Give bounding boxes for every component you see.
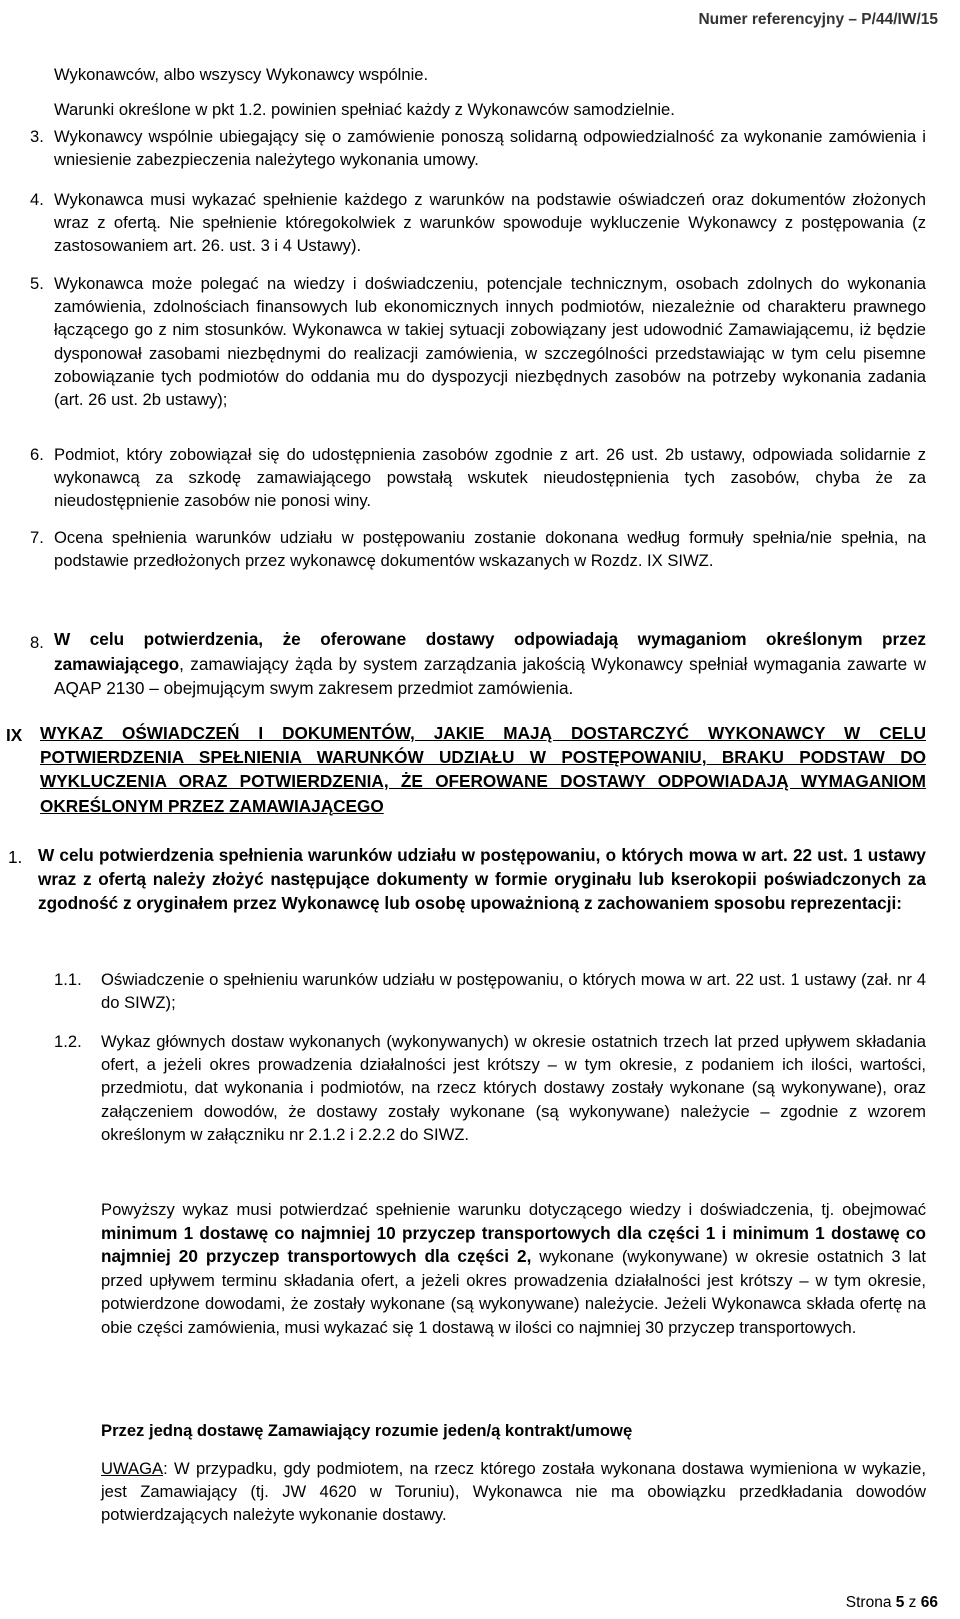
body-text: , zamawiający żąda by system zarządzania jakością Wykonawcy spełniał wymagania zawarte w AQAP 2130 – obejmującym swym zakresem przedmiot zamówienia. (54, 653, 926, 698)
section-number: IX (6, 725, 23, 745)
item-number: 5. (30, 274, 44, 293)
point-text: W celu potwierdzenia spełnienia warunków udziału w postępowaniu, o których mowa w art. 22 ust. 1 ustawy wraz z ofertą należy złożyć następujące dokumenty w formie oryginału lub kserokopii poświadczonych za zgodność z oryginałem przez Wykonawcę lub osobę upoważnioną z zachowaniem sposobu reprezentacji: (38, 845, 926, 914)
list-item: Ocena spełnienia warunków udziału w postępowaniu zostanie dokonana według formuły spełnia/nie spełnia, na podstawie przedłożonych przez wykonawcę dokumentów wskazanych w Rozdz. IX SIWZ. (54, 528, 926, 571)
page-number: 5 (895, 1594, 905, 1611)
list-item: Wykonawcy wspólnie ubiegający się o zamówienie ponoszą solidarną odpowiedzialność za wykonanie zamówienia i wniesienie zabezpieczenia należytego wykonania umowy. (54, 127, 926, 170)
subpoint-text: Oświadczenie o spełnieniu warunków udziału w postępowaniu, o których mowa w art. 22 ust. 1 ustawy (zał. nr 4 do SIWZ); (101, 970, 926, 1013)
page-footer: Strona 5 z 66 (845, 1594, 938, 1611)
note-paragraph (101, 1457, 926, 1527)
emphasis-text: minimum 1 dostawę co najmniej 10 przyczep transportowych dla części 1 i minimum 1 dostawę co najmniej 20 przyczep transportowych dla części 2, (101, 1222, 926, 1266)
list-item: Wykonawca musi wykazać spełnienie każdego z warunków na podstawie oświadczeń oraz dokumentów złożonych wraz z ofertą. Nie spełnienie któregokolwiek z warunków spowoduje wykluczenie Wykonawcy z postępowania (z zastosowaniem art. 26. ust. 3 i 4 Ustawy). (54, 190, 926, 256)
point-number: 1. (8, 847, 23, 867)
requirement-paragraph (101, 1198, 926, 1339)
item-number: 4. (30, 190, 44, 209)
subpoint-text: Wykaz głównych dostaw wykonanych (wykonywanych) w okresie ostatnich trzech lat przed upływem składania ofert, a jeżeli okres prowadzenia działalności jest krótszy – w tym okresie, z podaniem ich ilości, wartości, przedmiotu, dat wykonania i podmiotów, na rzecz których dostawy zostały wykonane (są wykonywane), oraz załączeniem dowodów, że dostawy zostały wykonane (są wykonywane) należycie – zgodnie z wzorem określonym w załączniku nr 2.1.2 i 2.2.2 do SIWZ. (101, 1032, 926, 1144)
intro-line-2: Warunki określone w pkt 1.2. powinien spełniać każdy z Wykonawców samodzielnie. (54, 100, 675, 119)
subpoint-number: 1.2. (54, 1032, 82, 1051)
body-text: Powyższy wykaz musi potwierdzać spełnienie warunku dotyczącego wiedzy i doświadczenia, tj. obejmować (101, 1200, 926, 1219)
body-text: wykonane (wykonywane) w okresie ostatnich 3 lat przed upływem terminu składania ofert, a jeżeli okres prowadzenia działalności jest krótszy – w tym okresie, potwierdzone dowodami, że zostały wykonane (są wykonywane) należycie. Jeżeli Wykonawca składa ofertę na obie części zamówienia, musi wykazać się 1 dostawą w ilości co najmniej 30 przyczep transportowych. (101, 1247, 926, 1337)
list-item: Wykonawca może polegać na wiedzy i doświadczeniu, potencjale technicznym, osobach zdolnych do wykonania zamówienia, zdolnościach finansowych lub ekonomicznych innych podmiotów, niezależnie od charakteru prawnego łączącego go z nim stosunków. Wykonawca w takiej sytuacji zobowiązany jest udowodnić Zamawiającemu, iż będzie dysponował zasobami niezbędnymi do realizacji zamówienia, w szczególności przedstawiając w tym celu pisemne zobowiązanie tych podmiotów do oddania mu do dyspozycji niezbędnych zasobów na potrzeby wykonania zadania (art. 26 ust. 2b ustawy); (54, 274, 926, 410)
list-item (54, 627, 926, 701)
emphasis-text: W celu potwierdzenia, że oferowane dostawy odpowiadają wymaganiom określonym przez zamawiającego (54, 629, 926, 674)
list-item: Podmiot, który zobowiązał się do udostępnienia zasobów zgodnie z art. 26 ust. 2b ustawy, odpowiada solidarnie z wykonawcą za szkodę zamawiającego powstałą wskutek nieudostępnienia tych zasobów, chyba że za nieudostępnienie zasobów nie ponosi winy. (54, 445, 926, 511)
intro-line-1: Wykonawców, albo wszyscy Wykonawcy wspólnie. (54, 65, 429, 84)
item-number: 7. (30, 528, 44, 547)
definition-text: Przez jedną dostawę Zamawiający rozumie jeden/ą kontrakt/umowę (101, 1421, 633, 1440)
reference-number: Numer referencyjny – P/44/IW/15 (698, 11, 938, 28)
item-number: 6. (30, 445, 44, 464)
item-number: 3. (30, 127, 44, 146)
note-text: : W przypadku, gdy podmiotem, na rzecz którego została wykonana dostawa wymieniona w wykazie, jest Zamawiający (tj. JW 4620 w Toruniu), Wykonawca nie ma obowiązku przedkładania dowodów potwierdzających należyte wykonanie dostawy. (101, 1459, 926, 1525)
page-total: 66 (920, 1594, 938, 1611)
item-number: 8. (30, 633, 44, 652)
subpoint-number: 1.1. (54, 970, 82, 989)
section-heading: WYKAZ OŚWIADCZEŃ I DOKUMENTÓW, JAKIE MAJĄ DOSTARCZYĆ WYKONAWCY W CELU POTWIERDZENIA SPEŁNIENIA WARUNKÓW UDZIAŁU W POSTĘPOWANIU, BRAKU PODSTAW DO WYKLUCZENIA ORAZ POTWIERDZENIA, ŻE OFEROWANE DOSTAWY ODPOWIADAJĄ WYMAGANIOM OKREŚLONYM PRZEZ ZAMAWIAJĄCEGO (40, 723, 926, 816)
note-label: UWAGA (101, 1459, 164, 1478)
